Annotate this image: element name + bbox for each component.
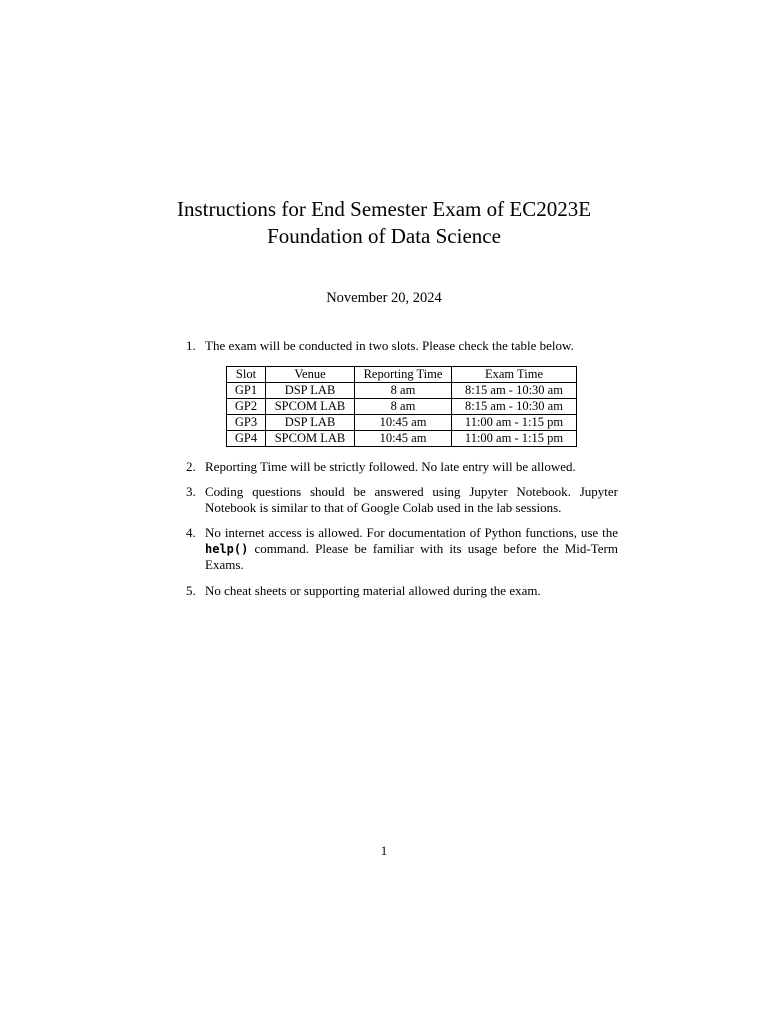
item-number: 3. xyxy=(186,484,196,499)
instruction-list xyxy=(186,338,618,598)
column-header-slot: Slot xyxy=(227,366,266,382)
table-cell: SPCOM LAB xyxy=(266,430,355,446)
item-number: 5. xyxy=(186,582,196,598)
table-row xyxy=(227,430,577,446)
item-text: Reporting Time will be strictly followed. No late entry will be allowed. xyxy=(205,458,576,474)
instruction-item-4 xyxy=(186,525,618,573)
instruction-item-5 xyxy=(186,583,618,599)
column-header-reporting-time: Reporting Time xyxy=(355,366,452,382)
instruction-item-3 xyxy=(186,484,618,515)
schedule-table xyxy=(226,366,577,447)
item-text-after: command. Please be familiar with its usage before the Mid-Term Exams. xyxy=(205,540,618,572)
schedule-table-wrapper xyxy=(226,366,618,447)
table-cell: 8:15 am - 10:30 am xyxy=(452,398,577,414)
table-cell: GP2 xyxy=(227,398,266,414)
document-title xyxy=(0,196,768,250)
item-number: 1. xyxy=(186,338,196,353)
table-cell: 8 am xyxy=(355,382,452,398)
item-text-before: No internet access is allowed. For documentation of Python functions, use the xyxy=(205,525,618,540)
table-row xyxy=(227,414,577,430)
table-row xyxy=(227,398,577,414)
table-cell: 11:00 am - 1:15 pm xyxy=(452,414,577,430)
document-date: November 20, 2024 xyxy=(326,290,442,306)
item-number: 2. xyxy=(186,458,196,474)
help-command-code: help() xyxy=(205,541,249,556)
table-cell: 10:45 am xyxy=(355,430,452,446)
table-cell: SPCOM LAB xyxy=(266,398,355,414)
table-cell: GP4 xyxy=(227,430,266,446)
table-cell: GP1 xyxy=(227,382,266,398)
table-cell: DSP LAB xyxy=(266,414,355,430)
column-header-exam-time: Exam Time xyxy=(452,366,577,382)
item-number: 4. xyxy=(186,525,196,540)
instruction-item-1 xyxy=(186,338,618,459)
table-row xyxy=(227,382,577,398)
column-header-venue: Venue xyxy=(266,366,355,382)
page-number: 1 xyxy=(380,843,388,858)
table-cell: 11:00 am - 1:15 pm xyxy=(452,430,577,446)
table-cell: 8:15 am - 10:30 am xyxy=(452,382,577,398)
table-cell: DSP LAB xyxy=(266,382,355,398)
title-line-2: Foundation of Data Science xyxy=(267,224,501,248)
instruction-item-2 xyxy=(186,459,618,475)
title-line-1: Instructions for End Semester Exam of EC2023E xyxy=(176,197,592,221)
item-text: Coding questions should be answered using Jupyter Notebook. Jupyter Notebook is similar to that of Google Colab used in the lab sessions. xyxy=(205,484,618,515)
table-cell: GP3 xyxy=(227,414,266,430)
item-text: No cheat sheets or supporting material allowed during the exam. xyxy=(205,582,541,598)
table-header-row xyxy=(227,366,577,382)
item-text: The exam will be conducted in two slots. Please check the table below. xyxy=(205,338,574,353)
table-cell: 10:45 am xyxy=(355,414,452,430)
table-cell: 8 am xyxy=(355,398,452,414)
